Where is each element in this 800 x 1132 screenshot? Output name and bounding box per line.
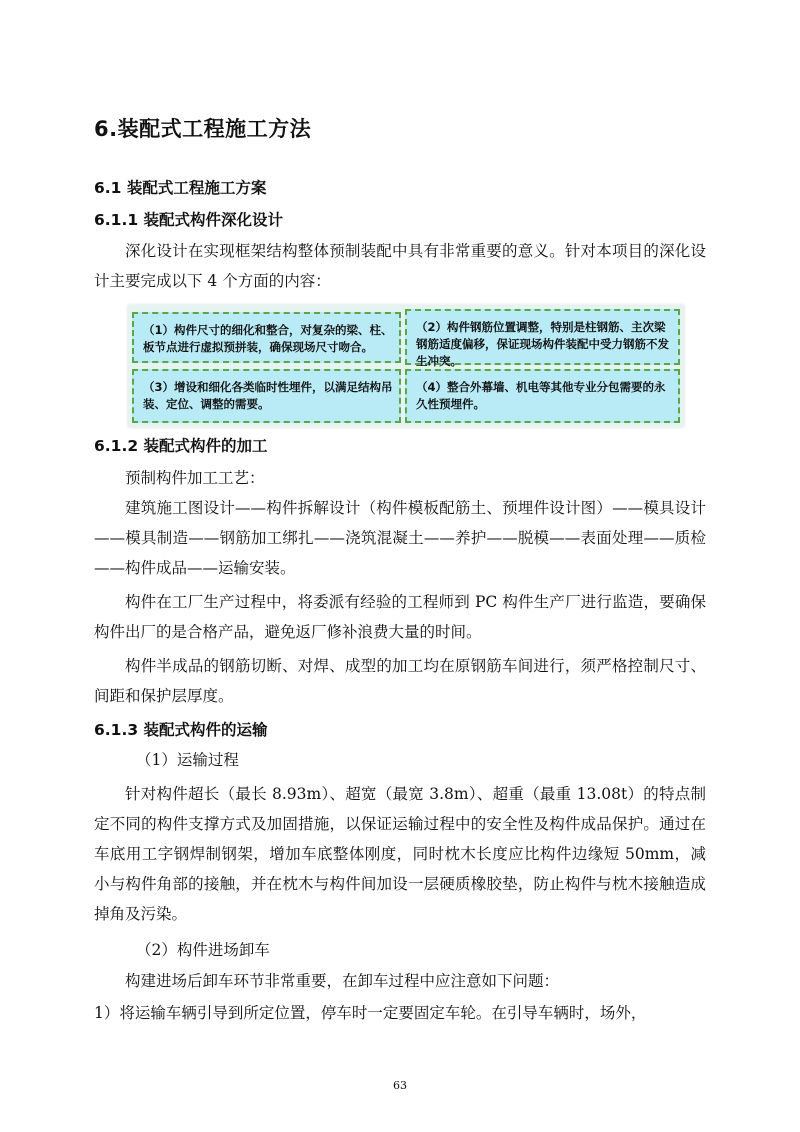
intro-paragraph: 深化设计在实现框架结构整体预制装配中具有非常重要的意义。针对本项目的深化设计主要完成以下 4 个方面的内容： [94, 242, 706, 290]
design-item-1: （1）构件尺寸的细化和整合，对复杂的梁、柱、板节点进行虚拟预拼装，确保现场尺寸吻合。 [132, 312, 401, 363]
process-flow-paragraph: 建筑施工图设计——构件拆解设计（构件模板配筋土、预埋件设计图）——模具设计——模具制造——钢筋加工绑扎——浇筑混凝土——养护——脱模——表面处理——质检——构件成品——运输安装。 [94, 499, 706, 577]
chapter-heading: 6.装配式工程施工方法 [94, 117, 312, 141]
design-item-4: （4）整合外幕墙、机电等其他专业分包需要的永久性预埋件。 [405, 369, 680, 423]
unload-item-1: 1）将运输车辆引导到所定位置，停车时一定要固定车轮。在引导车辆时，场外， [94, 1004, 647, 1022]
semi-finished-paragraph: 构件半成品的钢筋切断、对焊、成型的加工均在原钢筋车间进行，须严格控制尺寸、间距和保护层厚度。 [94, 657, 706, 705]
process-title-paragraph: 预制构件加工工艺： [125, 469, 265, 487]
page-number: 63 [393, 1079, 407, 1092]
transport-paragraph: 针对构件超长（最长 8.93m）、超宽（最宽 3.8m）、超重（最重 13.08t）的特点制定不同的构件支撑方式及加固措施，以保证运输过程中的安全性及构件成品保护。通过在车底用工字钢焊制钢架，增加车底整体刚度，同时枕木长度应比构件边缘短 50mm，减小与构件角部的接触，并在枕木与构件间加设一层硬质橡胶垫，防止构件与枕木接触造成掉角及污染。 [94, 785, 706, 923]
unload-subheading: （2）构件进场卸车 [136, 941, 270, 959]
design-items-diagram [128, 305, 684, 427]
section-heading-6-1-3: 6.1.3 装配式构件的运输 [94, 721, 268, 739]
section-heading-6-1: 6.1 装配式工程施工方案 [94, 179, 267, 197]
transport-subheading: （1）运输过程 [136, 751, 239, 769]
section-heading-6-1-2: 6.1.2 装配式构件的加工 [94, 437, 268, 455]
design-item-2: （2）构件钢筋位置调整，特别是柱钢筋、主次梁钢筋适度偏移，保证现场构件装配中受力钢筋不发生冲突。 [405, 309, 680, 365]
unload-paragraph: 构建进场后卸车环节非常重要，在卸车过程中应注意如下问题： [125, 972, 560, 990]
design-item-3: （3）增设和细化各类临时性埋件，以满足结构吊装、定位、调整的需要。 [132, 369, 401, 423]
supervision-paragraph: 构件在工厂生产过程中，将委派有经验的工程师到 PC 构件生产厂进行监造，要确保构件出厂的是合格产品，避免返厂修补浪费大量的时间。 [94, 593, 706, 641]
section-heading-6-1-1: 6.1.1 装配式构件深化设计 [94, 211, 284, 229]
